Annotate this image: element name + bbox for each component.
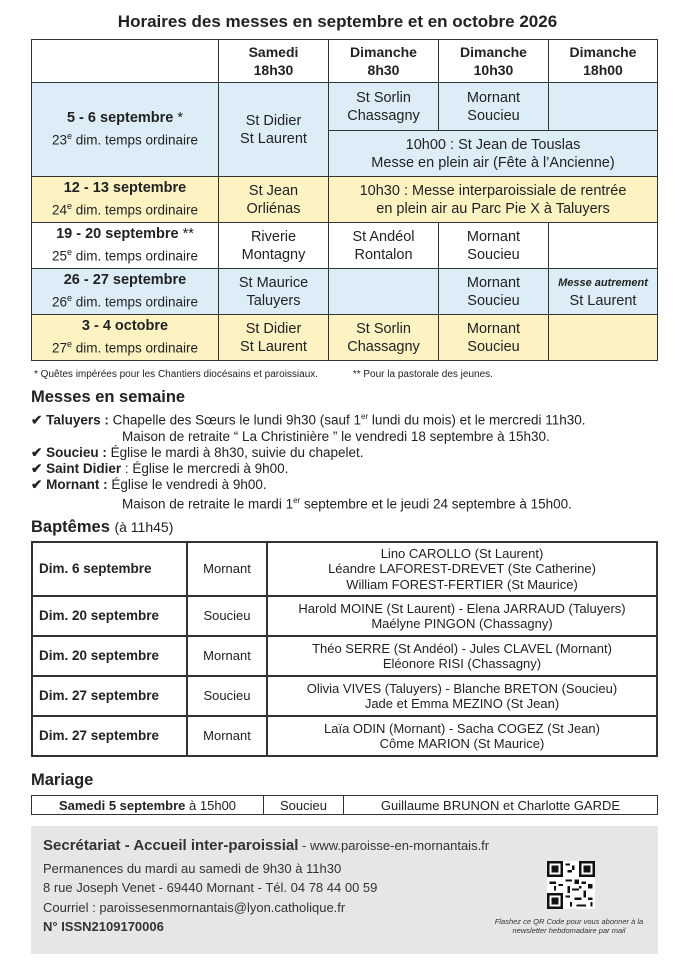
dim-1800-cell bbox=[549, 83, 658, 131]
section-heading-mariage: Mariage bbox=[31, 771, 94, 789]
list-item: ✔ Taluyers : Chapelle des Sœurs le lundi 9h30 (sauf 1er lundi du mois) et le mercredi 11h30. bbox=[31, 412, 586, 428]
samedi-cell: St Didier St Laurent bbox=[219, 315, 329, 361]
table-row bbox=[32, 596, 657, 636]
mass-schedule-table bbox=[31, 39, 658, 361]
dim-1800-cell bbox=[549, 315, 658, 361]
bapteme-date: Dim. 27 septembre bbox=[32, 716, 187, 756]
samedi-cell: St Didier St Laurent bbox=[219, 83, 329, 177]
check-icon: ✔ bbox=[31, 412, 43, 428]
bapteme-names: Laïa ODIN (Mornant) - Sacha COGEZ (St Jean) Côme MARION (St Maurice) bbox=[267, 716, 657, 756]
bapteme-place: Mornant bbox=[187, 636, 267, 676]
footer-hours: Permanences du mardi au samedi de 9h30 à 11h30 bbox=[43, 861, 342, 876]
schedule-row bbox=[32, 269, 658, 315]
table-row bbox=[32, 636, 657, 676]
note-single-star: * Quêtes impérées pour les Chantiers diocésains et paroissiaux. bbox=[34, 369, 319, 380]
list-item: ✔ Soucieu : Église le mardi à 8h30, suivie du chapelet. bbox=[31, 444, 364, 460]
table-row bbox=[32, 676, 657, 716]
schedule-row bbox=[32, 223, 658, 269]
header-dimanche-830: Dimanche 8h30 bbox=[329, 40, 439, 83]
mariage-place: Soucieu bbox=[264, 796, 344, 815]
table-row bbox=[32, 716, 657, 756]
bapteme-place: Mornant bbox=[187, 542, 267, 596]
footer-issn: N° ISSN2109170006 bbox=[43, 919, 164, 934]
messe-autrement-note: Messe autrement bbox=[558, 277, 648, 289]
schedule-row bbox=[32, 315, 658, 361]
bapteme-place: Mornant bbox=[187, 716, 267, 756]
dim-1030-cell: Mornant Soucieu bbox=[439, 83, 549, 131]
bapteme-names: Olivia VIVES (Taluyers) - Blanche BRETON (Soucieu) Jade et Emma MEZINO (St Jean) bbox=[267, 676, 657, 716]
header-empty-cell bbox=[32, 40, 219, 83]
header-samedi: Samedi 18h30 bbox=[219, 40, 329, 83]
row-date-cell: 19 - 20 septembre ** 25e dim. temps ordinaire bbox=[32, 223, 219, 269]
bapteme-names: Théo SERRE (St Andéol) - Jules CLAVEL (Mornant) Eléonore RISI (Chassagny) bbox=[267, 636, 657, 676]
bapteme-place: Soucieu bbox=[187, 676, 267, 716]
bapteme-date: Dim. 6 septembre bbox=[32, 542, 187, 596]
mariage-date: Samedi 5 septembre à 15h00 bbox=[32, 796, 264, 815]
mariage-names: Guillaume BRUNON et Charlotte GARDE bbox=[344, 796, 658, 815]
row-date-cell: 3 - 4 octobre 27e dim. temps ordinaire bbox=[32, 315, 219, 361]
page-title: Horaires des messes en septembre et en octobre 2026 bbox=[117, 12, 558, 31]
bapteme-date: Dim. 20 septembre bbox=[32, 636, 187, 676]
bapteme-date: Dim. 20 septembre bbox=[32, 596, 187, 636]
schedule-notes bbox=[34, 369, 493, 380]
table-row bbox=[32, 796, 658, 815]
qr-caption: Flashez ce QR Code pour vous abonner à la newsletter hebdomadaire par mail bbox=[494, 917, 644, 935]
footer-address: 8 rue Joseph Venet - 69440 Mornant - Tél. 04 78 44 00 59 bbox=[43, 880, 378, 895]
list-item: ✔ Saint Didier : Église le mercredi à 9h00. bbox=[31, 460, 289, 476]
footer-email[interactable]: Courriel : paroissesenmornantais@lyon.catholique.fr bbox=[43, 900, 346, 915]
header-dimanche-1030: Dimanche 10h30 bbox=[439, 40, 549, 83]
qr-code-icon[interactable] bbox=[547, 861, 595, 909]
row-date-cell: 26 - 27 septembre 26e dim. temps ordinaire bbox=[32, 269, 219, 315]
baptemes-table bbox=[31, 541, 658, 757]
bapteme-place: Soucieu bbox=[187, 596, 267, 636]
section-heading-semaine: Messes en semaine bbox=[31, 388, 186, 406]
samedi-cell: Riverie Montagny bbox=[219, 223, 329, 269]
section-heading-baptemes: Baptêmes (à 11h45) bbox=[31, 518, 174, 536]
table-row bbox=[32, 542, 657, 596]
dim-830-cell: St Andéol Rontalon bbox=[329, 223, 439, 269]
footer-title: Secrétariat - Accueil inter-paroissial - www.paroisse-en-mornantais.fr bbox=[43, 837, 490, 854]
schedule-row bbox=[32, 177, 658, 223]
check-icon: ✔ bbox=[31, 476, 43, 492]
dim-1030-cell: Mornant Soucieu bbox=[439, 269, 549, 315]
footer-secretariat bbox=[31, 826, 658, 954]
list-item-continuation: Maison de retraite le mardi 1er septembre et le jeudi 24 septembre à 15h00. bbox=[122, 495, 572, 511]
dim-1800-cell: Messe autrement St Laurent bbox=[549, 269, 658, 315]
bapteme-names: Harold MOINE (St Laurent) - Elena JARRAUD (Taluyers) Maélyne PINGON (Chassagny) bbox=[267, 596, 657, 636]
dim-830-cell bbox=[329, 269, 439, 315]
samedi-cell: St Jean Orliénas bbox=[219, 177, 329, 223]
samedi-cell: St Maurice Taluyers bbox=[219, 269, 329, 315]
special-mass-cell: 10h00 : St Jean de Touslas Messe en plein air (Fête à l’Ancienne) bbox=[329, 131, 658, 177]
check-icon: ✔ bbox=[31, 460, 43, 476]
note-double-star: ** Pour la pastorale des jeunes. bbox=[352, 369, 493, 380]
schedule-row bbox=[32, 83, 658, 131]
website-link[interactable]: - www.paroisse-en-mornantais.fr bbox=[298, 838, 490, 853]
merged-mass-cell: 10h30 : Messe interparoissiale de rentrée en plein air au Parc Pie X à Taluyers bbox=[329, 177, 658, 223]
bapteme-date: Dim. 27 septembre bbox=[32, 676, 187, 716]
weekday-masses-list bbox=[31, 409, 661, 512]
list-item: ✔ Mornant : Église le vendredi à 9h00. bbox=[31, 476, 267, 492]
check-icon: ✔ bbox=[31, 444, 43, 460]
row-date-cell: 12 - 13 septembre 24e dim. temps ordinaire bbox=[32, 177, 219, 223]
mariage-table bbox=[31, 795, 658, 815]
dim-1800-cell bbox=[549, 223, 658, 269]
list-item-continuation: Maison de retraite “ La Christinière ” le vendredi 18 septembre à 15h30. bbox=[122, 428, 550, 444]
row-date-cell: 5 - 6 septembre * 23e dim. temps ordinaire bbox=[32, 83, 219, 177]
dim-830-cell: St Sorlin Chassagny bbox=[329, 315, 439, 361]
dim-1030-cell: Mornant Soucieu bbox=[439, 315, 549, 361]
header-dimanche-1800: Dimanche 18h00 bbox=[549, 40, 658, 83]
dim-830-cell: St Sorlin Chassagny bbox=[329, 83, 439, 131]
bapteme-names: Lino CAROLLO (St Laurent) Léandre LAFOREST-DREVET (Ste Catherine) William FOREST-FERTIER (St Maurice) bbox=[267, 542, 657, 596]
dim-1030-cell: Mornant Soucieu bbox=[439, 223, 549, 269]
schedule-header-row bbox=[32, 40, 658, 83]
